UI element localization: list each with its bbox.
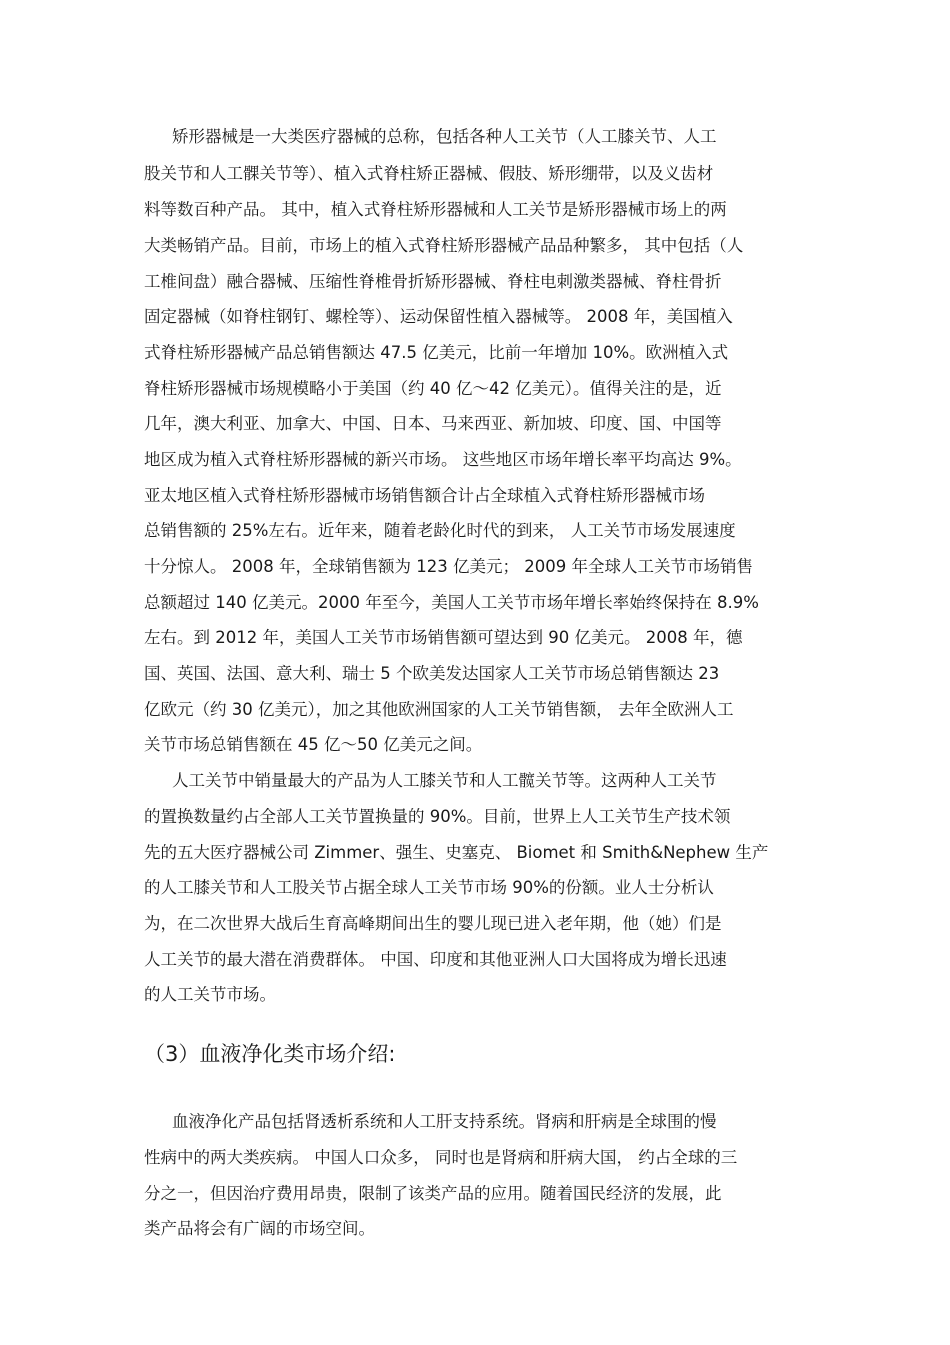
text-line: 的人工关节市场。 — [144, 985, 276, 1004]
text-line: 总额超过 140 亿美元。2000 年至今，美国人工关节市场年增长率始终保持在 8.9% — [144, 593, 759, 612]
text-line: 血液净化产品包括肾透析系统和人工肝支持系统。肾病和肝病是全球围的慢 — [172, 1112, 717, 1131]
text-line: 人工关节的最大潜在消费群体。 中国、印度和其他亚洲人口大国将成为增长迅速 — [144, 950, 727, 969]
text-line: 矫形器械是一大类医疗器械的总称，包括各种人工关节（人工膝关节、人工 — [172, 127, 717, 146]
section-heading: （3）血液净化类市场介绍: — [144, 1042, 396, 1066]
text-line: 脊柱矫形器械市场规模略小于美国（约 40 亿～42 亿美元）。值得关注的是，近 — [144, 379, 722, 398]
text-line: 亿欧元（约 30 亿美元），加之其他欧洲国家的人工关节销售额， 去年全欧洲人工 — [144, 700, 734, 719]
text-line: 式脊柱矫形器械产品总销售额达 47.5 亿美元，比前一年增加 10%。欧洲植入式 — [144, 343, 729, 362]
text-line: 关节市场总销售额在 45 亿～50 亿美元之间。 — [144, 735, 483, 754]
text-line: 分之一，但因治疗费用昂贵，限制了该类产品的应用。随着国民经济的发展，此 — [144, 1184, 722, 1203]
text-line: 为，在二次世界大战后生育高峰期间出生的婴儿现已进入老年期，他（她）们是 — [144, 914, 722, 933]
text-line: 股关节和人工髁关节等）、植入式脊柱矫正器械、假肢、矫形绷带，以及义齿材 — [144, 164, 714, 183]
text-line: 料等数百种产品。 其中，植入式脊柱矫形器械和人工关节是矫形器械市场上的两 — [144, 200, 727, 219]
text-line: 十分惊人。 2008 年，全球销售额为 123 亿美元； 2009 年全球人工关节市场销售 — [144, 557, 753, 576]
text-line: 几年，澳大利亚、加拿大、中国、日本、马来西亚、新加坡、印度、国、中国等 — [144, 414, 722, 433]
text-line: 工椎间盘）融合器械、压缩性脊椎骨折矫形器械、脊柱电刺激类器械、脊柱骨折 — [144, 272, 722, 291]
text-line: 国、英国、法国、意大利、瑞士 5 个欧美发达国家人工关节市场总销售额达 23 — [144, 664, 720, 683]
text-line: 总销售额的 25%左右。近年来，随着老龄化时代的到来， 人工关节市场发展速度 — [144, 521, 736, 540]
text-line: 的置换数量约占全部人工关节置换量的 90%。目前，世界上人工关节生产技术领 — [144, 807, 731, 826]
text-line: 类产品将会有广阔的市场空间。 — [144, 1219, 375, 1238]
text-line: 先的五大医疗器械公司 Zimmer、强生、史塞克、 Biomet 和 Smith&Nephew 生产 — [144, 843, 769, 862]
text-line: 亚太地区植入式脊柱矫形器械市场销售额合计占全球植入式脊柱矫形器械市场 — [144, 486, 705, 505]
text-line: 的人工膝关节和人工股关节占据全球人工关节市场 90%的份额。业人士分析认 — [144, 878, 714, 897]
text-line: 性病中的两大类疾病。 中国人口众多， 同时也是肾病和肝病大国， 约占全球的三 — [144, 1148, 738, 1167]
text-line: 人工关节中销量最大的产品为人工膝关节和人工髋关节等。这两种人工关节 — [172, 771, 717, 790]
text-line: 左右。到 2012 年，美国人工关节市场销售额可望达到 90 亿美元。 2008 年，德 — [144, 628, 743, 647]
text-line: 大类畅销产品。目前，市场上的植入式脊柱矫形器械产品品种繁多， 其中包括（人 — [144, 236, 744, 255]
text-line: 地区成为植入式脊柱矫形器械的新兴市场。 这些地区市场年增长率平均高达 9%。 — [144, 450, 742, 469]
text-line: 固定器械（如脊柱钢钉、螺栓等）、运动保留性植入器械等。 2008 年，美国植入 — [144, 307, 733, 326]
